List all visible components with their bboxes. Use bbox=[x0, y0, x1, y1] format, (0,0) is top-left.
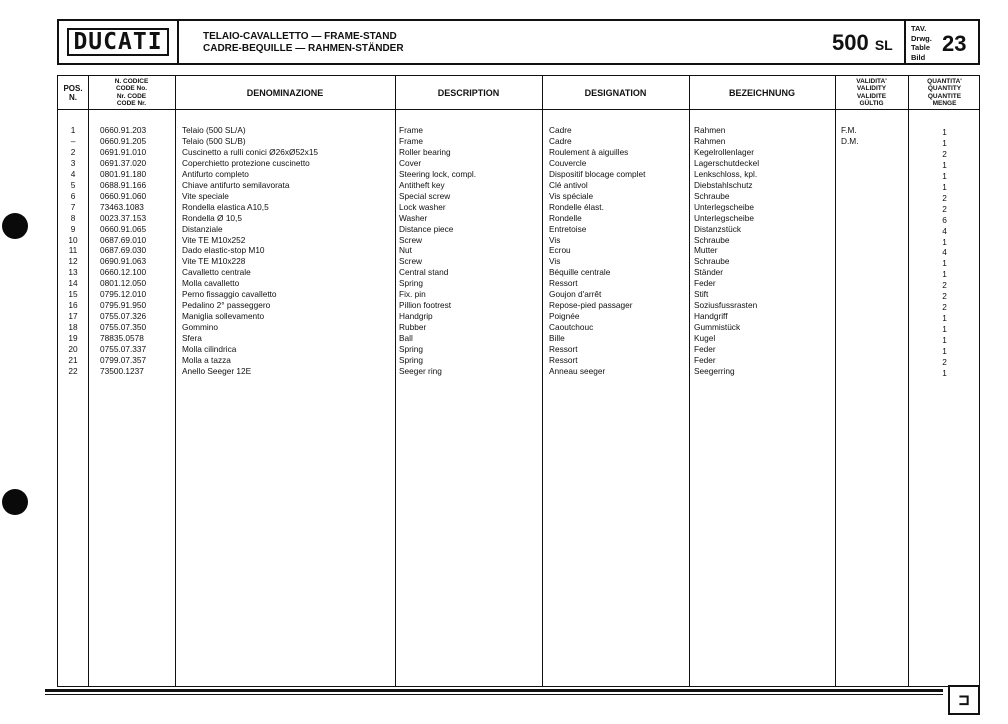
cell-description: Nut bbox=[399, 245, 412, 256]
cell-code: 0799.07.357 bbox=[100, 354, 147, 365]
cell-quantita: 1 bbox=[942, 170, 947, 181]
column-header-line: N. bbox=[69, 92, 77, 102]
cell-description: Pillion footrest bbox=[399, 300, 452, 311]
cell-designation: Couvercle bbox=[549, 157, 587, 168]
cell-bezeichnung: Seegerring bbox=[694, 365, 735, 376]
cell-bezeichnung: Unterlegscheibe bbox=[694, 201, 754, 212]
cell-designation: Ressort bbox=[549, 344, 578, 354]
cell-denominazione: Sfera bbox=[182, 333, 202, 344]
cell-validita: D.M. bbox=[841, 135, 859, 146]
cell-bezeichnung: Stift bbox=[694, 289, 709, 300]
cell-pos: 11 bbox=[68, 245, 78, 256]
cell-designation: Vis bbox=[549, 234, 561, 245]
cell-bezeichnung: Feder bbox=[694, 278, 716, 289]
table-row bbox=[58, 136, 979, 147]
column-header-quantita bbox=[908, 76, 981, 109]
cell-denominazione: Distanziale bbox=[182, 223, 223, 234]
cell-pos: 3 bbox=[70, 157, 76, 168]
column-header-line: QUANTITY bbox=[927, 85, 962, 93]
cell-bezeichnung: Mutter bbox=[694, 245, 718, 256]
cell-quantita: 1 bbox=[942, 236, 947, 247]
cell-pos: 20 bbox=[68, 344, 78, 354]
column-header-line: CODE Nr. bbox=[116, 99, 147, 107]
ducati-logo: DUCATI bbox=[67, 28, 168, 56]
cell-description: Frame bbox=[399, 125, 423, 135]
cell-description: Screw bbox=[399, 234, 423, 245]
table-row bbox=[58, 158, 979, 169]
cell-bezeichnung: Diebstahlschutz bbox=[694, 179, 753, 190]
cell-pos: 17 bbox=[68, 311, 78, 322]
cell-bezeichnung: Lenkschloss, kpl. bbox=[694, 168, 758, 179]
cell-pos: – bbox=[70, 135, 76, 146]
cell-designation: Rondelle élast. bbox=[549, 201, 604, 212]
table-row bbox=[58, 180, 979, 191]
cell-bezeichnung: Kugel bbox=[694, 333, 716, 344]
cell-quantita: 1 bbox=[942, 127, 947, 137]
table-row bbox=[58, 224, 979, 235]
cell-code: 0801.12.050 bbox=[100, 278, 147, 289]
cell-designation: Poignée bbox=[549, 311, 580, 322]
cell-denominazione: Vite TE M10x228 bbox=[182, 256, 246, 267]
cell-denominazione: Gommino bbox=[182, 322, 218, 333]
cell-pos: 16 bbox=[68, 300, 78, 311]
column-header-line: QUANTITA' bbox=[927, 78, 962, 86]
cell-pos: 4 bbox=[70, 168, 76, 179]
cell-pos: 2 bbox=[70, 146, 76, 157]
table-row bbox=[58, 147, 979, 158]
table-row bbox=[58, 202, 979, 213]
cell-description: Washer bbox=[399, 212, 428, 223]
cell-code: 0690.91.063 bbox=[100, 256, 147, 267]
table-row bbox=[58, 256, 979, 267]
cell-description: Ball bbox=[399, 333, 413, 344]
cell-denominazione: Telaio (500 SL/B) bbox=[182, 135, 246, 146]
column-header-code bbox=[88, 76, 175, 109]
punch-hole-bottom bbox=[2, 489, 28, 515]
cell-pos: 8 bbox=[70, 212, 76, 223]
cell-denominazione: Rondella elastica A10,5 bbox=[182, 201, 269, 212]
cell-description: Fix. pin bbox=[399, 289, 426, 300]
footer-rule-thin bbox=[45, 694, 943, 695]
cell-quantita: 2 bbox=[942, 192, 947, 203]
cell-denominazione: Molla cilindrica bbox=[182, 344, 237, 354]
cell-code: 73463.1083 bbox=[100, 201, 144, 212]
column-header-line: VALIDITY bbox=[856, 85, 887, 93]
table-row bbox=[58, 311, 979, 322]
cell-code: 0660.91.065 bbox=[100, 223, 147, 234]
cell-code: 0691.37.020 bbox=[100, 157, 147, 168]
cell-code: 0660.91.205 bbox=[100, 135, 147, 146]
cell-pos: 18 bbox=[68, 322, 78, 333]
table-row bbox=[58, 333, 979, 344]
table-row bbox=[58, 344, 979, 355]
cell-bezeichnung: Handgriff bbox=[694, 311, 728, 322]
column-header-line: VALIDITE bbox=[856, 92, 887, 100]
cell-bezeichnung: Feder bbox=[694, 354, 716, 365]
cell-denominazione: Molla a tazza bbox=[182, 354, 231, 365]
cell-pos: 19 bbox=[68, 333, 78, 344]
cell-denominazione: Cavalletto centrale bbox=[182, 267, 251, 278]
cell-code: 0755.07.326 bbox=[100, 311, 147, 322]
cell-denominazione: Vite TE M10x252 bbox=[182, 234, 246, 245]
cell-denominazione: Maniglia sollevamento bbox=[182, 311, 265, 322]
cell-description: Spring bbox=[399, 344, 423, 354]
cell-bezeichnung: Feder bbox=[694, 344, 716, 354]
cell-pos: 5 bbox=[70, 179, 76, 190]
footer-rule-thick bbox=[45, 689, 943, 692]
column-header-line: CODE No. bbox=[115, 85, 148, 93]
model-suffix: SL bbox=[874, 37, 893, 53]
cell-validita: F.M. bbox=[841, 125, 857, 135]
header-divider bbox=[58, 109, 979, 110]
cell-pos: 21 bbox=[68, 354, 78, 365]
table-row bbox=[58, 245, 979, 256]
cell-code: 0795.12.010 bbox=[100, 289, 147, 300]
cell-code: 78835.0578 bbox=[100, 333, 144, 344]
cell-pos: 1 bbox=[70, 125, 76, 135]
cell-quantita: 1 bbox=[942, 313, 947, 324]
cell-code: 0660.91.203 bbox=[100, 125, 147, 135]
cell-bezeichnung: Soziusfussrasten bbox=[694, 300, 758, 311]
cell-description: Frame bbox=[399, 135, 423, 146]
cell-quantita: 6 bbox=[942, 214, 947, 225]
table-row bbox=[58, 300, 979, 311]
cell-designation: Ressort bbox=[549, 278, 578, 289]
drwg-label: Drwg. bbox=[911, 33, 932, 43]
cell-quantita: 2 bbox=[942, 356, 947, 367]
cell-designation: Dispositif blocage complet bbox=[549, 168, 646, 179]
cell-pos: 13 bbox=[68, 267, 78, 278]
column-header-line: N. CODICE bbox=[114, 78, 149, 86]
cell-designation: Repose-pied passager bbox=[549, 300, 633, 311]
column-header-validita bbox=[835, 76, 908, 109]
cell-description: Rubber bbox=[399, 322, 427, 333]
cell-denominazione: Pedalino 2° passeggero bbox=[182, 300, 271, 311]
cell-description: Roller bearing bbox=[399, 146, 451, 157]
cell-quantita: 2 bbox=[942, 291, 947, 302]
cell-code: 0688.91.166 bbox=[100, 179, 147, 190]
column-header-bezeichnung: BEZEICHNUNG bbox=[728, 87, 795, 98]
cell-pos: 14 bbox=[68, 278, 78, 289]
cell-bezeichnung: Gummistück bbox=[694, 322, 741, 333]
cell-description: Antitheft key bbox=[399, 179, 445, 190]
cell-denominazione: Perno fissaggio cavalletto bbox=[182, 289, 277, 300]
column-header-description: DESCRIPTION bbox=[437, 87, 500, 98]
cell-description: Spring bbox=[399, 278, 423, 289]
cell-pos: 6 bbox=[70, 190, 76, 201]
cell-designation: Ressort bbox=[549, 354, 578, 365]
cell-designation: Entretoise bbox=[549, 223, 587, 234]
cell-quantita: 1 bbox=[942, 269, 947, 280]
cell-quantita: 1 bbox=[942, 159, 947, 170]
table-label: Table bbox=[911, 43, 931, 52]
cell-quantita: 1 bbox=[942, 324, 947, 335]
cell-quantita: 2 bbox=[942, 280, 947, 291]
table-row bbox=[58, 355, 979, 366]
cell-denominazione: Molla cavalletto bbox=[182, 278, 240, 289]
cell-pos: 22 bbox=[68, 365, 78, 376]
cell-code: 0687.69.010 bbox=[100, 234, 147, 245]
bild-label: Bild bbox=[911, 52, 926, 62]
table-number-box bbox=[904, 21, 980, 63]
cell-code: 0687.69.030 bbox=[100, 245, 147, 256]
cell-description: Screw bbox=[399, 256, 423, 267]
column-header-designation: DESIGNATION bbox=[584, 87, 647, 98]
cell-denominazione: Telaio (500 SL/A) bbox=[182, 125, 246, 135]
table-number: 23 bbox=[942, 31, 967, 56]
cell-designation: Clé antivol bbox=[549, 179, 588, 190]
column-header-line: QUANTITE bbox=[927, 92, 962, 100]
cell-designation: Anneau seeger bbox=[549, 365, 606, 376]
cell-bezeichnung: Rahmen bbox=[694, 135, 726, 146]
cell-code: 0795.91.950 bbox=[100, 300, 147, 311]
cell-designation: Rondelle bbox=[549, 212, 582, 223]
cell-code: 0023.37.153 bbox=[100, 212, 147, 223]
cell-denominazione: Chiave antifurto semilavorata bbox=[182, 179, 290, 190]
cell-designation: Cadre bbox=[549, 135, 572, 146]
model-number: 500 bbox=[832, 30, 869, 55]
table-row bbox=[58, 366, 979, 377]
cell-quantita: 1 bbox=[942, 181, 947, 192]
cell-code: 0691.91.010 bbox=[100, 146, 147, 157]
cell-bezeichnung: Schraube bbox=[694, 190, 730, 201]
cell-quantita: 2 bbox=[942, 302, 947, 313]
cell-description: Steering lock, compl. bbox=[399, 168, 477, 179]
cell-designation: Béquille centrale bbox=[549, 267, 611, 278]
table-row bbox=[58, 213, 979, 224]
cell-denominazione: Antifurto completo bbox=[182, 168, 249, 179]
cell-pos: 9 bbox=[70, 223, 76, 234]
table-row bbox=[58, 278, 979, 289]
table-row bbox=[58, 125, 979, 136]
cell-code: 0755.07.337 bbox=[100, 344, 147, 354]
cell-quantita: 4 bbox=[942, 225, 947, 236]
cell-denominazione: Anello Seeger 12E bbox=[182, 365, 252, 376]
table-row bbox=[58, 191, 979, 202]
footer-logo-icon: ⊐ bbox=[948, 685, 980, 715]
parts-table bbox=[57, 75, 980, 687]
column-header-denominazione: DENOMINAZIONE bbox=[246, 87, 324, 98]
column-header-pos bbox=[58, 76, 88, 109]
cell-bezeichnung: Rahmen bbox=[694, 125, 726, 135]
cell-bezeichnung: Unterlegscheibe bbox=[694, 212, 754, 223]
cell-bezeichnung: Schraube bbox=[694, 234, 730, 245]
cell-pos: 12 bbox=[68, 256, 78, 267]
cell-description: Lock washer bbox=[399, 201, 446, 212]
cell-pos: 15 bbox=[68, 289, 78, 300]
tav-label: TAV. bbox=[911, 24, 927, 33]
cell-quantita: 1 bbox=[942, 137, 947, 148]
cell-quantita: 1 bbox=[942, 346, 947, 356]
cell-code: 0660.91.060 bbox=[100, 190, 147, 201]
cell-quantita: 2 bbox=[942, 148, 947, 159]
cell-designation: Goujon d'arrêt bbox=[549, 289, 602, 300]
model-label bbox=[832, 30, 893, 56]
cell-bezeichnung: Ständer bbox=[694, 267, 724, 278]
table-row bbox=[58, 267, 979, 278]
cell-quantita: 1 bbox=[942, 367, 947, 378]
cell-bezeichnung: Distanzstück bbox=[694, 223, 742, 234]
column-header-line: POS. bbox=[63, 83, 83, 93]
cell-description: Distance piece bbox=[399, 223, 454, 234]
cell-designation: Ecrou bbox=[549, 245, 571, 256]
cell-designation: Vis bbox=[549, 256, 561, 267]
cell-quantita: 4 bbox=[942, 247, 947, 258]
cell-denominazione: Rondella Ø 10,5 bbox=[182, 212, 242, 223]
cell-denominazione: Dado elastic-stop M10 bbox=[182, 245, 265, 256]
cell-designation: Roulement à aiguilles bbox=[549, 146, 629, 157]
cell-description: Special screw bbox=[399, 190, 451, 201]
title-line-1: TELAIO-CAVALLETTO — FRAME-STAND bbox=[203, 31, 397, 42]
table-number-labels bbox=[911, 24, 932, 62]
cell-designation: Vis spéciale bbox=[549, 190, 594, 201]
table-row bbox=[58, 322, 979, 333]
cell-quantita: 1 bbox=[942, 335, 947, 346]
cell-code: 0660.12.100 bbox=[100, 267, 147, 278]
cell-designation: Caoutchouc bbox=[549, 322, 594, 333]
cell-denominazione: Vite speciale bbox=[182, 190, 229, 201]
cell-quantita: 2 bbox=[942, 203, 947, 214]
column-header-line: MENGE bbox=[932, 99, 957, 107]
cell-description: Seeger ring bbox=[399, 365, 442, 376]
cell-quantita: 1 bbox=[942, 258, 947, 269]
title-line-2: CADRE-BEQUILLE — RAHMEN-STÄNDER bbox=[203, 43, 404, 54]
cell-bezeichnung: Kegelrollenlager bbox=[694, 146, 754, 157]
cell-pos: 10 bbox=[68, 234, 78, 245]
cell-designation: Cadre bbox=[549, 125, 572, 135]
cell-pos: 7 bbox=[70, 201, 76, 212]
cell-description: Central stand bbox=[399, 267, 449, 278]
table-row bbox=[58, 235, 979, 246]
punch-hole-top bbox=[2, 213, 28, 239]
cell-code: 0755.07.350 bbox=[100, 322, 147, 333]
table-row bbox=[58, 289, 979, 300]
table-row bbox=[58, 169, 979, 180]
page-header bbox=[57, 19, 980, 65]
column-header-line: GÜLTIG bbox=[859, 99, 884, 107]
cell-description: Handgrip bbox=[399, 311, 433, 322]
logo-box bbox=[59, 21, 179, 63]
cell-description: Spring bbox=[399, 354, 423, 365]
cell-denominazione: Coperchietto protezione cuscinetto bbox=[182, 157, 310, 168]
column-header-line: VALIDITA' bbox=[856, 78, 887, 86]
cell-designation: Bille bbox=[549, 333, 565, 344]
column-header-line: Nr. CODE bbox=[116, 92, 147, 100]
cell-description: Cover bbox=[399, 157, 422, 168]
cell-bezeichnung: Lagerschutdeckel bbox=[694, 157, 760, 168]
cell-code: 73500.1237 bbox=[100, 365, 144, 376]
cell-bezeichnung: Schraube bbox=[694, 256, 730, 267]
page-title bbox=[203, 31, 404, 55]
cell-denominazione: Cuscinetto a rulli conici Ø26xØ52x15 bbox=[182, 146, 319, 157]
cell-code: 0801.91.180 bbox=[100, 168, 147, 179]
